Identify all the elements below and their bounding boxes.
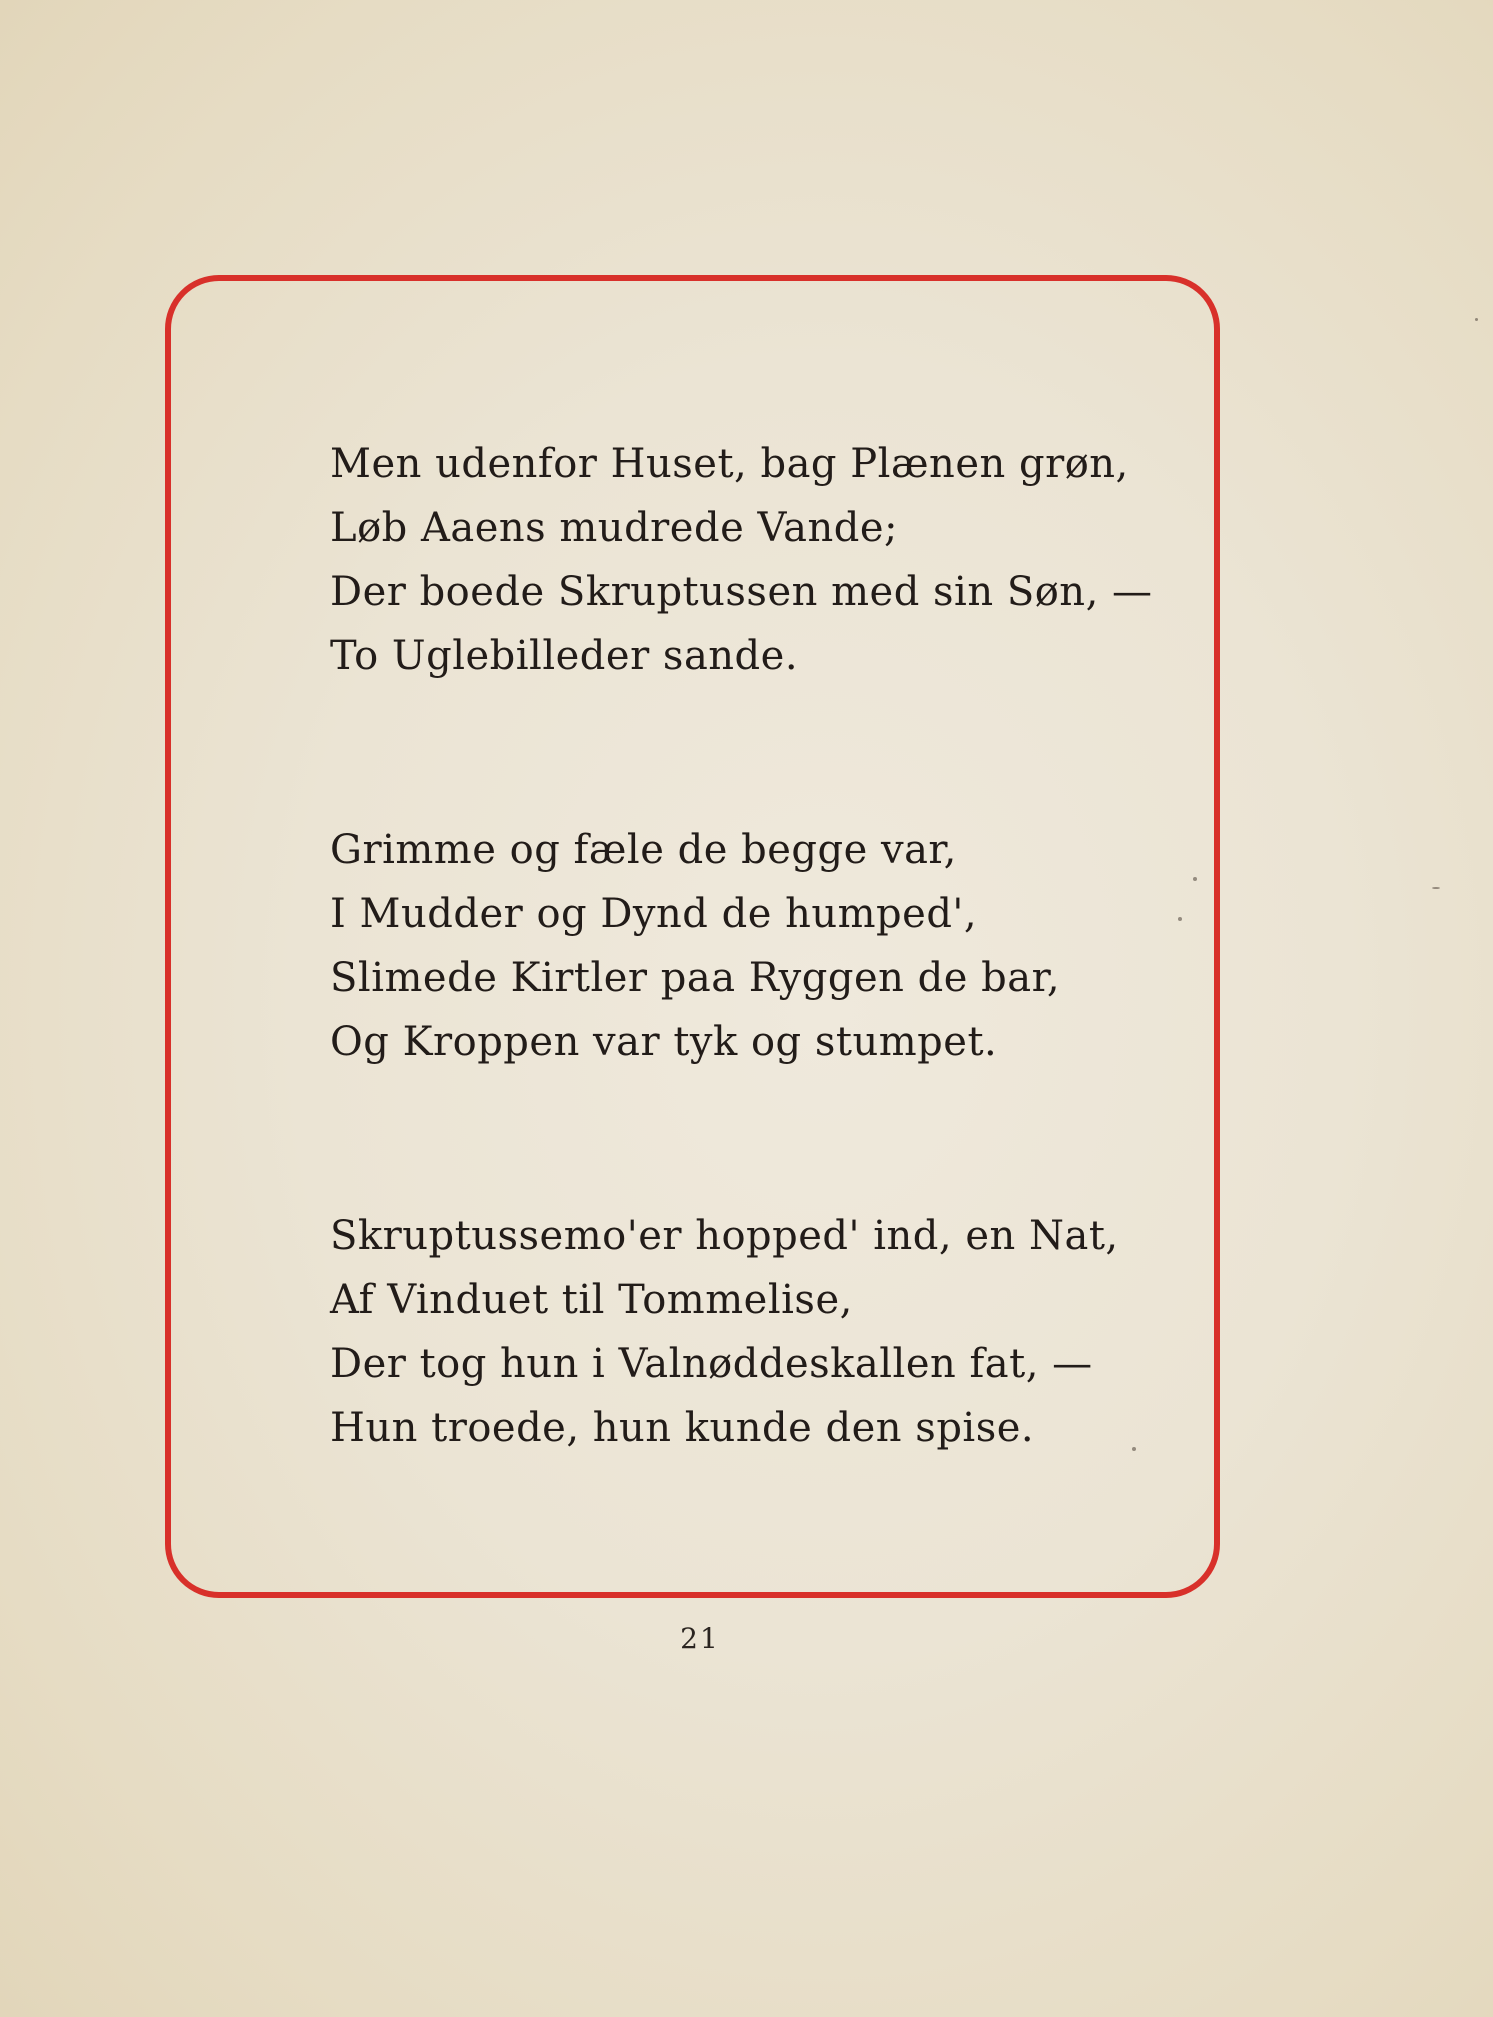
paper-speck bbox=[1132, 1447, 1136, 1451]
poem-line: Slimede Kirtler paa Ryggen de bar, bbox=[330, 955, 1061, 1001]
stanza-2 bbox=[330, 818, 1130, 1074]
poem-line: Skruptussemo'er hopped' ind, en Nat, bbox=[330, 1213, 1119, 1259]
poem-line: Løb Aaens mudrede Vande; bbox=[330, 505, 899, 551]
poem-line: Og Kroppen var tyk og stumpet. bbox=[330, 1019, 998, 1065]
paper-speck bbox=[1193, 877, 1197, 881]
poem-line: Hun troede, hun kunde den spise. bbox=[330, 1405, 1035, 1451]
stanza-1 bbox=[330, 432, 1153, 688]
paper-speck bbox=[1432, 887, 1440, 889]
stanza-3 bbox=[330, 1204, 1130, 1460]
poem-line: Der boede Skruptussen med sin Søn, — bbox=[330, 569, 1153, 615]
poem-line: To Uglebilleder sande. bbox=[330, 633, 799, 679]
poem-line: Af Vinduet til Tommelise, bbox=[330, 1277, 853, 1323]
poem-line: Der tog hun i Valnøddeskallen fat, — bbox=[330, 1341, 1093, 1387]
poem-line: Men udenfor Huset, bag Plænen grøn, bbox=[330, 441, 1129, 487]
paper-speck bbox=[1475, 318, 1478, 321]
poem-line: Grimme og fæle de begge var, bbox=[330, 827, 957, 873]
poem bbox=[330, 432, 1153, 1460]
poem-line: I Mudder og Dynd de humped', bbox=[330, 891, 978, 937]
page-number: 21 bbox=[680, 1622, 720, 1655]
paper-speck bbox=[1178, 917, 1182, 921]
